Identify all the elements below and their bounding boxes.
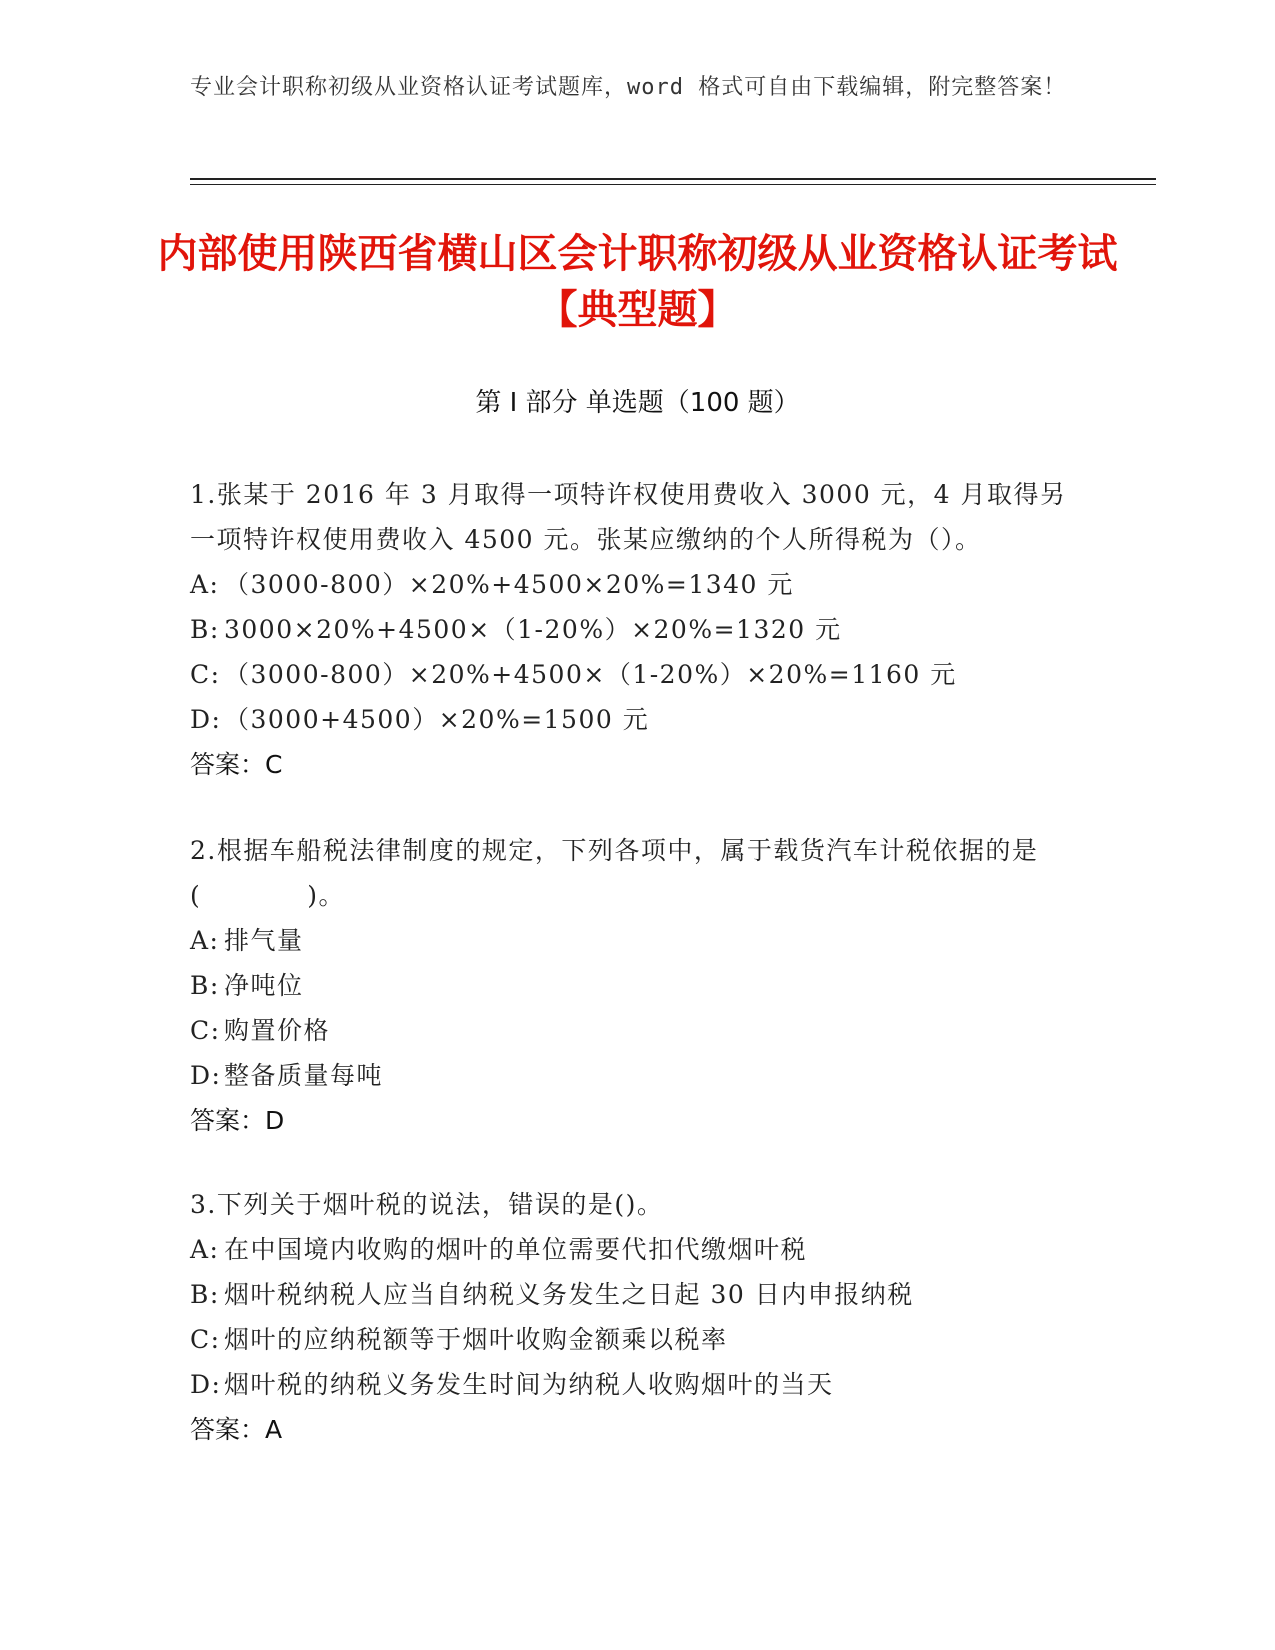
option-d	[190, 1362, 1090, 1407]
option-d	[190, 1053, 1090, 1098]
question-stem: 3.下列关于烟叶税的说法，错误的是()。	[190, 1190, 664, 1219]
option-key: A:	[190, 570, 220, 599]
option-key: B:	[190, 971, 220, 1000]
question-2	[190, 828, 1090, 1143]
answer: 答案：D	[190, 1106, 285, 1135]
option-text: 烟叶的应纳税额等于烟叶收购金额乘以税率	[224, 1325, 728, 1354]
question-stem: 1.张某于 2016 年 3 月取得一项特许权使用费收入 3000 元，4 月取得另一项特许权使用费收入 4500 元。张某应缴纳的个人所得税为（）。	[190, 480, 1067, 554]
option-text: 购置价格	[224, 1016, 331, 1045]
option-text: 烟叶税的纳税义务发生时间为纳税人收购烟叶的当天	[224, 1370, 834, 1399]
option-b	[190, 963, 1090, 1008]
section-heading: 第 I 部分 单选题（100 题）	[475, 388, 800, 418]
option-c	[190, 1008, 1090, 1053]
option-c	[190, 652, 1090, 697]
option-text: 排气量	[224, 926, 304, 955]
option-text: 在中国境内收购的烟叶的单位需要代扣代缴烟叶税	[224, 1235, 808, 1264]
option-a	[190, 562, 1090, 607]
option-key: C:	[190, 1325, 221, 1354]
option-b	[190, 1272, 1090, 1317]
option-c	[190, 1317, 1090, 1362]
question-3	[190, 1182, 1090, 1452]
option-text: （3000-800）×20%+4500×（1-20%）×20%=1160 元	[224, 660, 957, 689]
option-a	[190, 918, 1090, 963]
document-title: 内部使用陕西省横山区会计职称初级从业资格认证考试【典型题】	[157, 231, 1118, 333]
option-text: 净吨位	[224, 971, 304, 1000]
option-text: 整备质量每吨	[224, 1061, 384, 1090]
question-stem: 2.根据车船税法律制度的规定，下列各项中，属于载货汽车计税依据的是( )。	[190, 836, 1039, 910]
answer: 答案：A	[190, 1415, 283, 1444]
option-key: A:	[190, 926, 220, 955]
option-b	[190, 607, 1090, 652]
option-text: （3000+4500）×20%=1500 元	[224, 705, 650, 734]
question-1	[190, 472, 1090, 787]
option-key: B:	[190, 615, 220, 644]
header-divider-thin	[190, 184, 1156, 185]
option-d	[190, 697, 1090, 742]
header-divider-thick	[190, 178, 1156, 180]
option-text: 3000×20%+4500×（1-20%）×20%=1320 元	[224, 615, 842, 644]
option-key: D:	[190, 1061, 222, 1090]
option-key: C:	[190, 660, 221, 689]
option-a	[190, 1227, 1090, 1272]
option-key: C:	[190, 1016, 221, 1045]
option-text: （3000-800）×20%+4500×20%=1340 元	[224, 570, 794, 599]
option-key: A:	[190, 1235, 220, 1264]
header-note: 专业会计职称初级从业资格认证考试题库，word 格式可自由下载编辑，附完整答案！	[190, 75, 1067, 100]
option-key: D:	[190, 1370, 222, 1399]
option-key: B:	[190, 1280, 220, 1309]
answer: 答案：C	[190, 750, 283, 779]
option-key: D:	[190, 705, 222, 734]
option-text: 烟叶税纳税人应当自纳税义务发生之日起 30 日内申报纳税	[224, 1280, 914, 1309]
